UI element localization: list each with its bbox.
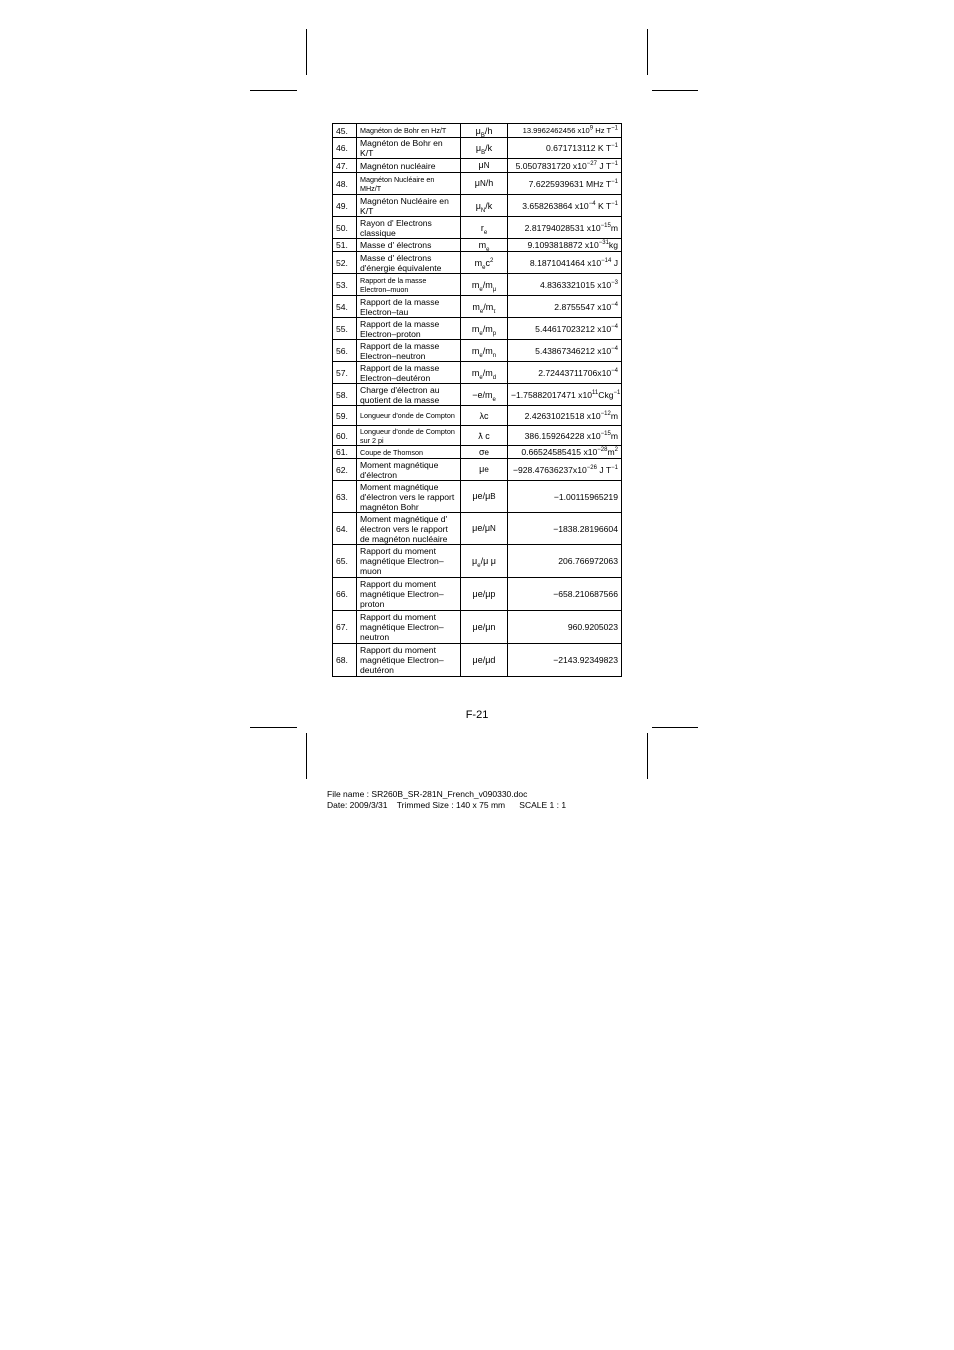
constant-symbol: $\mu_N/k$ (461, 195, 508, 217)
constant-symbol: μe/μp (461, 578, 508, 611)
crop-mark-bottom-left-horizontal (250, 727, 297, 728)
constant-name: Longueur d'onde de Compton (357, 406, 461, 426)
constant-value: 3.658263864 $x10^{-4}$ K $T^{-1}$ (508, 195, 622, 217)
table-row (333, 644, 622, 677)
table-row (333, 173, 622, 195)
constant-value: −1.00115965219 (508, 481, 622, 513)
row-number: 53. (333, 274, 357, 296)
constant-value: 2.81794028531 $x10^{-15}m$ (508, 217, 622, 239)
table-row (333, 340, 622, 362)
constant-value: 5.43867346212 $x10^{-4}$ (508, 340, 622, 362)
constant-name: Rapport du moment magnétique Electron–proton (357, 578, 461, 611)
table-row (333, 195, 622, 217)
constant-symbol: $\mu_e/\mu$ μ (461, 545, 508, 578)
crop-mark-top-left-vertical (306, 29, 307, 75)
constant-name: Magnéton nucléaire (357, 159, 461, 173)
constant-name: Rapport de la masse Electron–proton (357, 318, 461, 340)
constant-value: 2.8755547 $x10^{-4}$ (508, 296, 622, 318)
table-row (333, 239, 622, 252)
constant-value: $-928.47636237x10^{-26}$ J $T^{-1}$ (508, 459, 622, 481)
file-info-footer (327, 789, 566, 811)
constant-name: Coupe de Thomson (357, 446, 461, 459)
row-number: 55. (333, 318, 357, 340)
constant-value: 386.159264228 $x10^{-15}m$ (508, 426, 622, 446)
constant-value: $2.72443711706x10^{-4}$ (508, 362, 622, 384)
constant-name: Rapport de la masse Electron–deutéron (357, 362, 461, 384)
constant-name: Rapport de la masse Electron–neutron (357, 340, 461, 362)
table-row (333, 159, 622, 173)
table-row (333, 481, 622, 513)
table-row (333, 406, 622, 426)
table-row (333, 384, 622, 406)
table-row (333, 217, 622, 239)
constant-value: 13.9962462456 $x10^9$ Hz $T^{-1}$ (508, 124, 622, 138)
page-number: F-21 (465, 709, 489, 721)
constant-value: 5.0507831720 $x10^{-27}$ J $T^{-1}$ (508, 159, 622, 173)
constant-symbol: μN/h (461, 173, 508, 195)
constant-name: Rapport de la masse Electron–muon (357, 274, 461, 296)
crop-mark-top-right-vertical (647, 29, 648, 75)
row-number: 66. (333, 578, 357, 611)
row-number: 54. (333, 296, 357, 318)
table-row (333, 578, 622, 611)
constant-name: Moment magnétique d' électron vers le rapport de magnéton nucléaire (357, 513, 461, 545)
constant-symbol: $m_e/m_\mu$ (461, 274, 508, 296)
constant-name: Rapport du moment magnétique Electron–neutron (357, 611, 461, 644)
constant-name: Rayon d' Electrons classique (357, 217, 461, 239)
constant-symbol: λc (461, 406, 508, 426)
row-number: 67. (333, 611, 357, 644)
constant-symbol: $r_e$ (461, 217, 508, 239)
row-number: 58. (333, 384, 357, 406)
crop-mark-bottom-left-vertical (306, 733, 307, 779)
constant-value: 9.1093818872 $x10^{-31}kg$ (508, 239, 622, 252)
date-size-line: Date: 2009/3/31 Trimmed Size : 140 x 75 mm SCALE 1 : 1 (327, 800, 567, 810)
row-number: 60. (333, 426, 357, 446)
table-row (333, 274, 622, 296)
constant-name: Rapport du moment magnétique Electron–deutéron (357, 644, 461, 677)
constant-value: 8.1871041464 $x10^{-14}$ J (508, 252, 622, 274)
row-number: 59. (333, 406, 357, 426)
table-row (333, 318, 622, 340)
row-number: 47. (333, 159, 357, 173)
constant-value: 960.9205023 (508, 611, 622, 644)
row-number: 68. (333, 644, 357, 677)
table-row (333, 296, 622, 318)
constant-value: 7.6225939631 MHz $T^{-1}$ (508, 173, 622, 195)
constant-symbol: μe/μB (461, 481, 508, 513)
constant-symbol: $\mu_B/k$ (461, 138, 508, 159)
constant-name: Magnéton Nucléaire en K/T (357, 195, 461, 217)
constant-value: 5.44617023212 $x10^{-4}$ (508, 318, 622, 340)
row-number: 57. (333, 362, 357, 384)
constant-symbol: $\mu_B/h$ (461, 124, 508, 138)
constant-value: −1.75882017471 $x10^{11}Ckg^{-1}$ (508, 384, 622, 406)
table-row (333, 362, 622, 384)
table-row (333, 252, 622, 274)
crop-mark-bottom-right-horizontal (652, 727, 698, 728)
table-row (333, 124, 622, 138)
row-number: 62. (333, 459, 357, 481)
constant-value: −2143.92349823 (508, 644, 622, 677)
constant-name: Magnéton de Bohr en Hz/T (357, 124, 461, 138)
table-row (333, 513, 622, 545)
constant-name: Longueur d'onde de Compton sur 2 pi (357, 426, 461, 446)
row-number: 46. (333, 138, 357, 159)
constant-symbol: μe/μN (461, 513, 508, 545)
constant-value: 206.766972063 (508, 545, 622, 578)
constant-symbol: ƛ c (461, 426, 508, 446)
crop-mark-top-right-horizontal (652, 90, 698, 91)
constant-symbol: $m_e$ (461, 239, 508, 252)
row-number: 50. (333, 217, 357, 239)
row-number: 52. (333, 252, 357, 274)
constant-symbol: $-e/m_e$ (461, 384, 508, 406)
row-number: 65. (333, 545, 357, 578)
constant-value: −658.210687566 (508, 578, 622, 611)
constant-symbol: $m_e/m_n$ (461, 340, 508, 362)
constant-name: Moment magnétique d'électron vers le rapport magnéton Bohr (357, 481, 461, 513)
row-number: 61. (333, 446, 357, 459)
constant-name: Magnéton de Bohr en K/T (357, 138, 461, 159)
constant-value: 2.42631021518 $x10^{-12}m$ (508, 406, 622, 426)
table-row (333, 138, 622, 159)
constant-name: Rapport de la masse Electron–tau (357, 296, 461, 318)
constant-symbol: $m_e/m_d$ (461, 362, 508, 384)
row-number: 48. (333, 173, 357, 195)
constant-symbol: μN (461, 159, 508, 173)
constant-symbol: μe/μn (461, 611, 508, 644)
row-number: 63. (333, 481, 357, 513)
constant-symbol: $m_e/m_p$ (461, 318, 508, 340)
crop-mark-top-left-horizontal (250, 90, 297, 91)
row-number: 56. (333, 340, 357, 362)
constant-symbol: μe (461, 459, 508, 481)
crop-mark-bottom-right-vertical (647, 733, 648, 779)
constant-name: Masse d' électrons d'énergie équivalente (357, 252, 461, 274)
row-number: 45. (333, 124, 357, 138)
constant-name: Charge d'électron au quotient de la masse (357, 384, 461, 406)
table-row (333, 545, 622, 578)
constant-value: 4.8363321015 $x10^{-3}$ (508, 274, 622, 296)
constant-name: Moment magnétique d'électron (357, 459, 461, 481)
constant-symbol: μe/μd (461, 644, 508, 677)
row-number: 64. (333, 513, 357, 545)
table-row (333, 426, 622, 446)
file-name-line: File name : SR260B_SR-281N_French_v090330.doc (327, 789, 528, 799)
table-row (333, 611, 622, 644)
row-number: 49. (333, 195, 357, 217)
table-row (333, 446, 622, 459)
constant-name: Masse d' électrons (357, 239, 461, 252)
constant-value: 0.671713112 K $T^{-1}$ (508, 138, 622, 159)
constant-symbol: σe (461, 446, 508, 459)
constants-table (332, 123, 622, 677)
constant-symbol: $m_ec^2$ (461, 252, 508, 274)
constant-value: −1838.28196604 (508, 513, 622, 545)
constant-name: Rapport du moment magnétique Electron–muon (357, 545, 461, 578)
row-number: 51. (333, 239, 357, 252)
table-row (333, 459, 622, 481)
constant-name: Magnéton Nucléaire en MHz/T (357, 173, 461, 195)
constant-value: 0.66524585415 $x10^{-28}m^2$ (508, 446, 622, 459)
constant-symbol: $m_e/m_\tau$ (461, 296, 508, 318)
